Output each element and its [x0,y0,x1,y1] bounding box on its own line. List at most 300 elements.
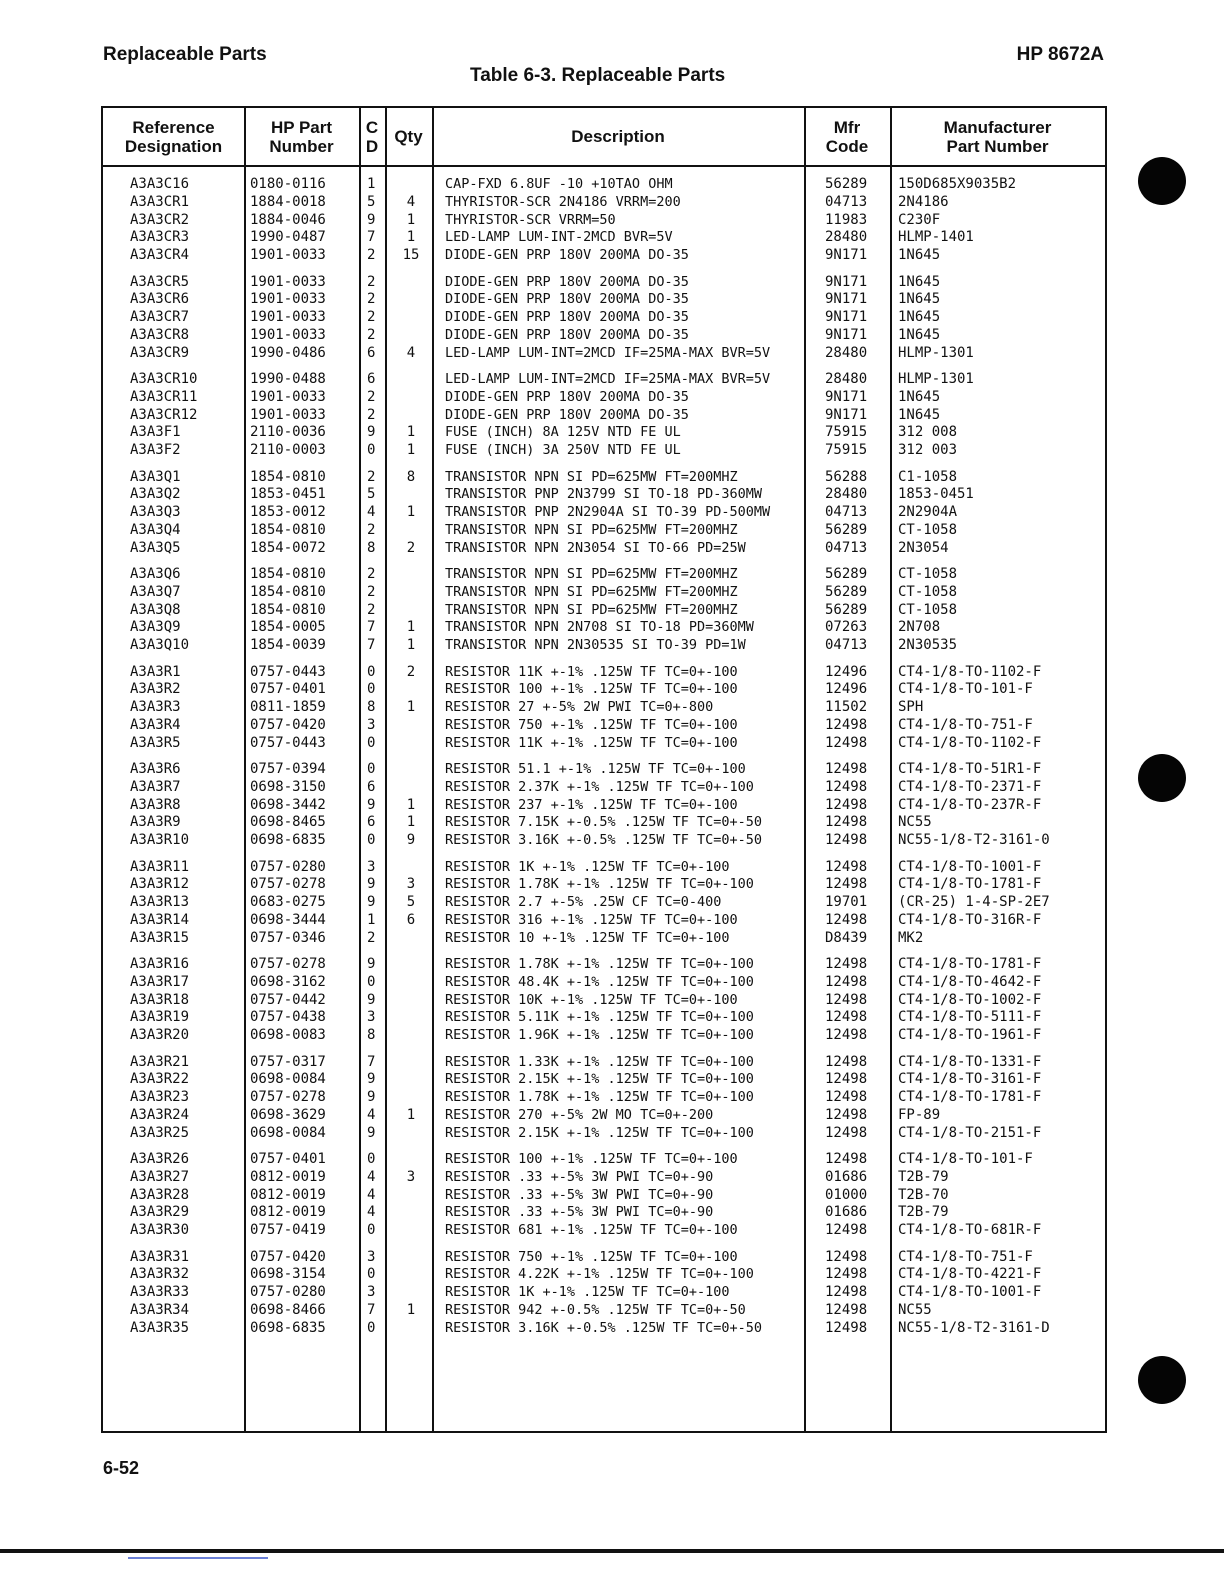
mfr-part-cell: 312 003 [898,442,958,458]
ref-cell: A3A3R16 [130,956,190,972]
ref-cell: A3A3Q6 [130,566,181,582]
description-cell: TRANSISTOR NPN SI PD=625MW FT=200MHZ [445,468,738,485]
cd-cell: 4 [367,1106,376,1123]
cd-cell: 4 [367,1168,376,1185]
mfr-part-cell: 1853-0451 [898,486,974,503]
hp-part-cell: 1990-0487 [250,229,326,246]
description-cell: RESISTOR 2.15K +-1% .125W TF TC=0+-100 [445,1071,754,1088]
col-header-line: D [365,136,379,156]
description-cell: TRANSISTOR NPN SI PD=625MW FT=200MHZ [445,583,738,600]
mfr-code-cell: 12498 [825,1151,868,1167]
ref-cell: A3A3R9 [130,814,181,831]
mfr-code-cell: 56289 [825,176,868,192]
hp-part-cell: 0180-0116 [250,176,326,192]
mfr-part-cell: T2B-79 [898,1204,949,1221]
qty-cell: 1 [406,442,416,458]
hp-part-cell: 0757-0278 [250,876,326,893]
table-row [103,468,1105,486]
hp-part-cell: 1854-0810 [250,583,326,600]
hp-part-cell: 2110-0036 [250,424,326,441]
description-cell: LED-LAMP LUM-INT-2MCD BVR=5V [445,229,673,246]
table-row [103,565,1105,583]
table-row [103,211,1105,229]
qty-cell: 1 [406,1106,416,1123]
cd-cell: 0 [367,1319,376,1336]
table-row [103,1221,1105,1239]
ref-cell: A3A3R20 [130,1027,190,1043]
description-cell: FUSE (INCH) 8A 125V NTD FE UL [445,424,681,441]
mfr-part-cell: CT4-1/8-TO-51R1-F [898,761,1042,777]
table-row [103,246,1105,264]
mfr-code-cell: 12498 [825,991,868,1008]
table-row [103,583,1105,601]
mfr-code-cell: 04713 [825,539,868,556]
hp-part-cell: 0757-0419 [250,1222,326,1238]
header-divider [103,165,1105,167]
qty-cell: 4 [406,344,416,361]
mfr-code-cell: 75915 [825,442,868,458]
ref-cell: A3A3R14 [130,911,190,928]
hp-part-cell: 0698-0084 [250,1124,326,1141]
cd-cell: 6 [367,778,376,795]
qty-cell: 1 [406,637,416,653]
mfr-part-cell: CT4-1/8-TO-681R-F [898,1222,1042,1238]
mfr-code-cell: 9N171 [825,291,868,308]
hp-part-cell: 0757-0280 [250,1284,326,1300]
table-row [103,1053,1105,1071]
mfr-code-cell: 12498 [825,716,868,733]
ref-cell: A3A3R22 [130,1071,190,1088]
hp-part-cell: 0757-0278 [250,956,326,972]
mfr-code-cell: 12498 [825,796,868,813]
col-header-line: Reference [132,117,215,137]
running-header-left: Replaceable Parts [103,44,267,65]
mfr-part-cell: CT4-1/8-TO-4221-F [898,1266,1042,1283]
mfr-code-cell: 12498 [825,1106,868,1123]
hp-part-cell: 1901-0033 [250,326,326,343]
ref-cell: A3A3R17 [130,973,190,990]
mfr-code-cell: 12498 [825,1284,868,1300]
cd-cell: 0 [367,973,376,990]
cd-cell: 2 [367,326,376,343]
col-header-line: HP Part [270,117,333,137]
mfr-part-cell: NC55 [898,1301,932,1318]
hp-part-cell: 1854-0039 [250,637,326,653]
cd-cell: 2 [367,929,376,946]
description-cell: RESISTOR 681 +-1% .125W TF TC=0+-100 [445,1222,738,1238]
hp-part-cell: 1901-0033 [250,247,326,263]
qty-cell: 1 [406,619,416,636]
cd-cell: 0 [367,1151,376,1167]
hp-part-cell: 0757-0317 [250,1053,326,1070]
description-cell: RESISTOR 10 +-1% .125W TF TC=0+-100 [445,929,730,946]
ref-cell: A3A3CR6 [130,291,190,308]
cd-cell: 9 [367,956,376,972]
hp-part-cell: 1990-0488 [250,371,326,387]
description-cell: RESISTOR 316 +-1% .125W TF TC=0+-100 [445,911,738,928]
cd-cell: 6 [367,814,376,831]
ref-cell: A3A3CR12 [130,406,198,423]
cd-cell: 9 [367,796,376,813]
description-cell: TRANSISTOR NPN 2N3054 SI TO-66 PD=25W [445,539,746,556]
mfr-part-cell: 2N4186 [898,193,949,210]
mfr-code-cell: 9N171 [825,388,868,405]
cd-cell: 3 [367,1284,376,1300]
mfr-code-cell: 9N171 [825,309,868,325]
mfr-part-cell: 2N30535 [898,637,958,653]
col-header-line: Part Number [946,136,1049,156]
table-row [103,1283,1105,1301]
mfr-code-cell: 01000 [825,1186,868,1203]
mfr-part-cell: CT4-1/8-TO-1002-F [898,991,1042,1008]
cd-cell: 4 [367,504,376,520]
description-cell: DIODE-GEN PRP 180V 200MA DO-35 [445,406,689,423]
description-cell: TRANSISTOR NPN SI PD=625MW FT=200MHZ [445,566,738,582]
table-row [103,1026,1105,1044]
qty-cell: 1 [406,504,416,520]
mfr-code-cell: 28480 [825,371,868,387]
mfr-code-cell: 12498 [825,1071,868,1088]
mfr-part-cell: CT4-1/8-TO-101-F [898,1151,1033,1167]
table-row [103,734,1105,752]
mfr-code-cell: 12498 [825,911,868,928]
col-header-reference [103,108,244,165]
hp-part-cell: 1884-0018 [250,193,326,210]
ref-cell: A3A3Q10 [130,637,190,653]
mfr-part-cell: 1N645 [898,309,941,325]
description-cell: LED-LAMP LUM-INT=2MCD IF=25MA-MAX BVR=5V [445,344,771,361]
description-cell: RESISTOR 2.15K +-1% .125W TF TC=0+-100 [445,1124,754,1141]
ref-cell: A3A3R26 [130,1151,190,1167]
table-row [103,344,1105,362]
mfr-code-cell: 11502 [825,699,868,715]
hp-part-cell: 0698-0083 [250,1027,326,1043]
cd-cell: 9 [367,1124,376,1141]
mfr-part-cell: 2N3054 [898,539,949,556]
table-row [103,760,1105,778]
qty-cell: 1 [406,699,416,715]
mfr-part-cell: 1N645 [898,406,941,423]
hp-part-cell: 1854-0005 [250,619,326,636]
cd-cell: 0 [367,442,376,458]
description-cell: LED-LAMP LUM-INT=2MCD IF=25MA-MAX BVR=5V [445,371,771,387]
table-row [103,911,1105,929]
qty-cell: 3 [406,876,416,893]
table-row [103,1186,1105,1204]
description-cell: RESISTOR 750 +-1% .125W TF TC=0+-100 [445,716,738,733]
description-cell: TRANSISTOR NPN 2N708 SI TO-18 PD=360MW [445,619,754,636]
table-row [103,1265,1105,1283]
ref-cell: A3A3R35 [130,1319,190,1336]
mfr-code-cell: 12498 [825,956,868,972]
mfr-code-cell: 12498 [825,1319,868,1336]
cd-cell: 0 [367,681,376,698]
mfr-part-cell: 1N645 [898,273,941,290]
hp-part-cell: 0757-0278 [250,1089,326,1105]
ref-cell: A3A3R30 [130,1222,190,1238]
table-row [103,929,1105,947]
description-cell: TRANSISTOR PNP 2N2904A SI TO-39 PD-500MW [445,504,771,520]
ref-cell: A3A3R34 [130,1301,190,1318]
cd-cell: 7 [367,229,376,246]
hp-part-cell: 0698-3154 [250,1266,326,1283]
mfr-code-cell: 12498 [825,973,868,990]
qty-cell: 6 [406,911,416,928]
table-row [103,175,1105,193]
table-row [103,1168,1105,1186]
cd-cell: 2 [367,273,376,290]
ref-cell: A3A3CR7 [130,309,190,325]
cd-cell: 4 [367,1186,376,1203]
cd-cell: 3 [367,858,376,875]
mfr-part-cell: CT-1058 [898,521,958,538]
ref-cell: A3A3R23 [130,1089,190,1105]
table-row [103,716,1105,734]
mfr-code-cell: 12498 [825,1053,868,1070]
description-cell: RESISTOR 270 +-5% 2W MO TC=0+-200 [445,1106,714,1123]
qty-cell: 1 [406,211,416,228]
qty-cell: 9 [406,832,416,848]
cd-cell: 3 [367,716,376,733]
description-cell: RESISTOR 11K +-1% .125W TF TC=0+-100 [445,734,738,751]
mfr-code-cell: 9N171 [825,326,868,343]
cd-cell: 2 [367,468,376,485]
table-row [103,1248,1105,1266]
hp-part-cell: 1901-0033 [250,388,326,405]
mfr-code-cell: 28480 [825,229,868,246]
mfr-code-cell: 07263 [825,619,868,636]
table-row [103,326,1105,344]
table-row [103,1124,1105,1142]
ref-cell: A3A3R24 [130,1106,190,1123]
page-number: 6-52 [103,1458,140,1478]
mfr-code-cell: 56289 [825,566,868,582]
mfr-part-cell: 1N645 [898,326,941,343]
cd-cell: 8 [367,699,376,715]
ref-cell: A3A3R6 [130,761,181,777]
qty-cell: 1 [406,424,416,441]
ref-cell: A3A3F1 [130,424,181,441]
hp-part-cell: 0698-8466 [250,1301,326,1318]
cd-cell: 0 [367,734,376,751]
description-cell: RESISTOR 2.7 +-5% .25W CF TC=0-400 [445,894,722,910]
cd-cell: 7 [367,1301,376,1318]
mfr-code-cell: 9N171 [825,406,868,423]
description-cell: RESISTOR 48.4K +-1% .125W TF TC=0+-100 [445,973,754,990]
ref-cell: A3A3Q2 [130,486,181,503]
hp-part-cell: 1854-0072 [250,539,326,556]
mfr-part-cell: 312 008 [898,424,958,441]
ref-cell: A3A3CR5 [130,273,190,290]
hp-part-cell: 0812-0019 [250,1186,326,1203]
mfr-part-cell: NC55 [898,814,932,831]
description-cell: RESISTOR 5.11K +-1% .125W TF TC=0+-100 [445,1009,754,1026]
description-cell: TRANSISTOR NPN 2N30535 SI TO-39 PD=1W [445,637,746,653]
cd-cell: 9 [367,991,376,1008]
ref-cell: A3A3CR8 [130,326,190,343]
col-header-line: Manufacturer [943,117,1052,137]
description-cell: RESISTOR 1.33K +-1% .125W TF TC=0+-100 [445,1053,754,1070]
qty-cell: 1 [406,1301,416,1318]
hp-part-cell: 0698-8465 [250,814,326,831]
mfr-part-cell: CT-1058 [898,566,958,582]
qty-cell: 2 [406,539,416,556]
mfr-code-cell: 12498 [825,734,868,751]
table-row [103,441,1105,459]
mfr-part-cell: HLMP-1401 [898,229,974,246]
table-row [103,1301,1105,1319]
mfr-part-cell: CT-1058 [898,583,958,600]
cd-cell: 0 [367,1222,376,1238]
hp-part-cell: 0757-0280 [250,858,326,875]
mfr-code-cell: 12498 [825,1248,868,1265]
cd-cell: 2 [367,406,376,423]
bottom-accent-line [128,1557,268,1559]
mfr-code-cell: 04713 [825,193,868,210]
ref-cell: A3A3CR3 [130,229,190,246]
table-row [103,858,1105,876]
table-row [103,831,1105,849]
ref-cell: A3A3Q7 [130,583,181,600]
cd-cell: 9 [367,1071,376,1088]
ref-cell: A3A3CR11 [130,388,198,405]
ref-cell: A3A3R1 [130,663,181,680]
mfr-part-cell: CT4-1/8-TO-1001-F [898,1284,1042,1300]
cd-cell: 2 [367,583,376,600]
ref-cell: A3A3CR10 [130,371,198,387]
table-row [103,193,1105,211]
description-cell: RESISTOR 942 +-0.5% .125W TF TC=0+-50 [445,1301,746,1318]
hp-part-cell: 1901-0033 [250,406,326,423]
hp-part-cell: 1901-0033 [250,291,326,308]
table-row [103,370,1105,388]
mfr-code-cell: 12498 [825,832,868,848]
description-cell: CAP-FXD 6.8UF -10 +10TAO OHM [445,176,673,192]
cd-cell: 9 [367,424,376,441]
cd-cell: 6 [367,371,376,387]
qty-cell: 1 [406,229,416,246]
cd-cell: 9 [367,894,376,910]
col-header-line: Code [825,136,869,156]
description-cell: RESISTOR 750 +-1% .125W TF TC=0+-100 [445,1248,738,1265]
ref-cell: A3A3R8 [130,796,181,813]
ref-cell: A3A3CR4 [130,247,190,263]
qty-cell: 2 [406,663,416,680]
binder-hole [1138,1356,1186,1404]
mfr-part-cell: SPH [898,699,924,715]
description-cell: TRANSISTOR NPN SI PD=625MW FT=200MHZ [445,601,738,618]
description-cell: DIODE-GEN PRP 180V 200MA DO-35 [445,326,689,343]
ref-cell: A3A3R21 [130,1053,190,1070]
hp-part-cell: 0757-0401 [250,681,326,698]
mfr-part-cell: CT-1058 [898,601,958,618]
ref-cell: A3A3CR1 [130,193,190,210]
col-header-line: Mfr [833,117,861,137]
table-row [103,1150,1105,1168]
cd-cell: 9 [367,876,376,893]
cd-cell: 2 [367,388,376,405]
table-row [103,796,1105,814]
table-row [103,973,1105,991]
table-row [103,1319,1105,1337]
cd-cell: 3 [367,1009,376,1026]
mfr-part-cell: CT4-1/8-TO-237R-F [898,796,1042,813]
mfr-part-cell: CT4-1/8-TO-751-F [898,716,1033,733]
mfr-code-cell: 56289 [825,583,868,600]
mfr-part-cell: CT4-1/8-TO-316R-F [898,911,1042,928]
cd-cell: 2 [367,601,376,618]
col-header-line: C [365,117,379,137]
mfr-code-cell: 12498 [825,814,868,831]
description-cell: RESISTOR 7.15K +-0.5% .125W TF TC=0+-50 [445,814,762,831]
mfr-part-cell: T2B-70 [898,1186,949,1203]
ref-cell: A3A3R10 [130,832,190,848]
mfr-part-cell: HLMP-1301 [898,344,974,361]
description-cell: DIODE-GEN PRP 180V 200MA DO-35 [445,273,689,290]
mfr-code-cell: 12498 [825,1266,868,1283]
mfr-part-cell: HLMP-1301 [898,371,974,387]
hp-part-cell: 0812-0019 [250,1204,326,1221]
mfr-part-cell: CT4-1/8-TO-2151-F [898,1124,1042,1141]
table-row [103,485,1105,503]
col-header-qty [385,108,432,165]
table-row [103,273,1105,291]
mfr-part-cell: CT4-1/8-TO-5111-F [898,1009,1042,1026]
mfr-code-cell: 9N171 [825,247,868,263]
mfr-code-cell: 12498 [825,1027,868,1043]
description-cell: RESISTOR 100 +-1% .125W TF TC=0+-100 [445,1151,738,1167]
description-cell: RESISTOR 237 +-1% .125W TF TC=0+-100 [445,796,738,813]
mfr-part-cell: FP-89 [898,1106,941,1123]
running-header-right: HP 8672A [1016,44,1104,65]
ref-cell: A3A3R29 [130,1204,190,1221]
hp-part-cell: 1854-0810 [250,521,326,538]
col-header-line: Number [269,136,334,156]
mfr-part-cell: 1N645 [898,291,941,308]
qty-cell: 1 [406,796,416,813]
table-row [103,618,1105,636]
hp-part-cell: 0698-3442 [250,796,326,813]
description-cell: RESISTOR 100 +-1% .125W TF TC=0+-100 [445,681,738,698]
ref-cell: A3A3CR9 [130,344,190,361]
description-cell: DIODE-GEN PRP 180V 200MA DO-35 [445,291,689,308]
ref-cell: A3A3Q4 [130,521,181,538]
description-cell: DIODE-GEN PRP 180V 200MA DO-35 [445,247,689,263]
qty-cell: 3 [406,1168,416,1185]
col-header-hp-part [244,108,359,165]
description-cell: RESISTOR 27 +-5% 2W PWI TC=0+-800 [445,699,714,715]
description-cell: RESISTOR 1.78K +-1% .125W TF TC=0+-100 [445,876,754,893]
col-header-mfr-part [890,108,1105,165]
hp-part-cell: 0757-0443 [250,734,326,751]
table-row [103,698,1105,716]
mfr-code-cell: 12498 [825,1301,868,1318]
ref-cell: A3A3Q8 [130,601,181,618]
cd-cell: 0 [367,663,376,680]
table-row [103,1070,1105,1088]
table-row [103,1088,1105,1106]
hp-part-cell: 0698-3444 [250,911,326,928]
description-cell: RESISTOR 1.96K +-1% .125W TF TC=0+-100 [445,1027,754,1043]
mfr-part-cell: CT4-1/8-TO-1102-F [898,663,1042,680]
mfr-part-cell: 1N645 [898,388,941,405]
binder-hole [1138,157,1186,205]
qty-cell: 15 [402,247,420,263]
mfr-code-cell: 12498 [825,761,868,777]
mfr-part-cell: C1-1058 [898,468,958,485]
cd-cell: 2 [367,291,376,308]
ref-cell: A3A3R32 [130,1266,190,1283]
